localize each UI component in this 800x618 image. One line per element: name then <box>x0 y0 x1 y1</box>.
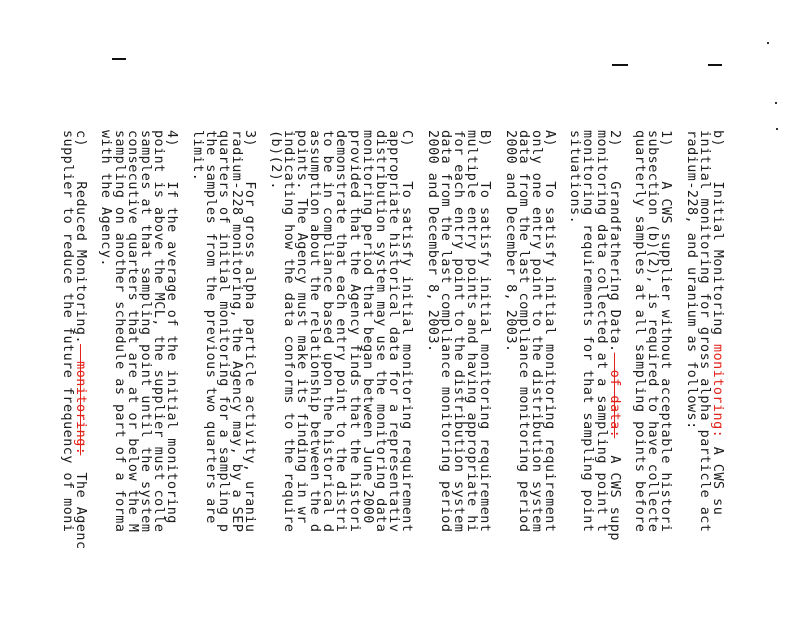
text-line <box>503 130 516 618</box>
text-segment: assumption about the relationship between the d <box>307 130 323 533</box>
text-segment: B) To satisfy initial monitoring requirement <box>477 130 493 533</box>
text-line <box>608 130 621 618</box>
text-segment: situations. <box>567 130 583 225</box>
text-segment: to be in compliance based upon the historical d <box>320 130 336 533</box>
text-line <box>646 130 659 618</box>
paragraph-p6 <box>268 130 413 618</box>
text-segment: radium-228 monitoring, the Agency may, by a SEP <box>229 130 245 533</box>
text-segment: samples at that sampling point until the system <box>138 130 154 533</box>
text-line <box>387 130 400 618</box>
text-segment: points. The Agency must make its finding in wr <box>293 130 309 524</box>
text-segment: data from the last compliance monitoring period <box>515 130 531 533</box>
text-segment: the samples from the previous two quarters are <box>202 130 218 524</box>
text-segment: A CWS su <box>710 438 725 516</box>
text-segment: only one entry point to the distribution system <box>528 130 544 533</box>
text-line <box>348 130 361 618</box>
text-segment: for each entry point to the distribution system <box>451 130 466 533</box>
text-line <box>400 130 413 618</box>
text-line <box>190 130 203 618</box>
text-segment: 2000 and December 8, 2003. <box>424 130 440 353</box>
text-line <box>374 130 387 618</box>
paragraph-p4 <box>503 130 556 618</box>
text-line <box>568 130 581 618</box>
text-segment: (b)(2). <box>267 130 283 190</box>
rotated-document-body <box>60 130 725 618</box>
redline-insertion: monitoring: <box>710 335 725 439</box>
text-line <box>217 130 230 618</box>
text-line <box>268 130 281 618</box>
scan-mark-middle <box>612 64 628 66</box>
paragraph-p5 <box>425 130 491 618</box>
text-line <box>517 130 530 618</box>
text-line <box>308 130 321 618</box>
scan-mark-left <box>112 58 126 60</box>
text-segment: initial monitoring for gross alpha particle act <box>696 130 712 533</box>
text-line <box>61 130 74 618</box>
scan-speck <box>775 102 777 104</box>
text-segment: appropriate historical data for a representativ <box>386 130 402 533</box>
scan-speck <box>776 128 778 130</box>
text-segment: c) Reduced Monitoring. <box>73 130 89 345</box>
text-line <box>633 130 646 618</box>
text-line <box>295 130 308 618</box>
text-line <box>595 130 608 618</box>
text-line <box>74 130 87 618</box>
paragraph-p9 <box>61 130 87 618</box>
text-segment: monitoring data collected at a sampling point t <box>593 130 609 533</box>
text-segment: indicating how the data conforms to the require <box>280 130 296 533</box>
text-segment: 2000 and December 8, 2003. <box>502 130 518 353</box>
text-line <box>465 130 478 618</box>
text-segment: A CWS supp <box>606 438 622 541</box>
text-segment: limit. <box>189 130 205 182</box>
text-segment: consecutive quarters that are at or below the M <box>124 130 140 533</box>
text-segment: radium-228, and uranium as follows: <box>683 130 699 430</box>
text-line <box>165 130 178 618</box>
text-segment: multiple entry points and having appropriate hi <box>464 130 480 533</box>
paragraph-p8 <box>99 130 178 618</box>
text-line <box>243 130 256 618</box>
text-segment: quarters of initial monitoring for a sampling p <box>216 130 231 533</box>
text-segment: C) To satisfy initial monitoring requirement <box>399 130 415 533</box>
text-line <box>698 130 711 618</box>
scan-speck <box>767 42 769 44</box>
text-line <box>684 130 697 618</box>
redline-insertion: of data: <box>606 352 622 439</box>
text-line <box>99 130 112 618</box>
paragraph-p7 <box>190 130 256 618</box>
text-line <box>478 130 491 618</box>
text-line <box>321 130 334 618</box>
text-line <box>439 130 452 618</box>
text-line <box>711 130 724 618</box>
text-line <box>425 130 438 618</box>
text-segment: distribution system may use the monitoring data <box>373 130 389 533</box>
text-segment: demonstrate that each entry point to the distri <box>333 130 349 533</box>
text-segment: monitoring period that began between June 2000 <box>359 130 375 524</box>
redline-insertion: monitoring: <box>73 344 89 456</box>
text-segment: 1) A CWS supplier without acceptable histori <box>658 130 674 533</box>
text-segment: 2) Grandfathering Data. <box>606 130 622 353</box>
text-segment: 4) If the average of the initial monitoring <box>164 130 180 524</box>
text-line <box>230 130 243 618</box>
text-segment: quarterly samples at all sampling points before <box>632 130 648 533</box>
text-segment: sampling on another schedule as part of a forma <box>111 130 127 533</box>
text-line <box>139 130 152 618</box>
text-segment: supplier to reduce the future frequency of moni <box>60 130 76 533</box>
text-segment: subsection (b)(2), is required to have collecte <box>645 130 661 533</box>
text-segment: b) Initial Monitoring <box>710 130 725 336</box>
paragraph-p1 <box>684 130 724 618</box>
text-line <box>581 130 594 618</box>
text-line <box>113 130 126 618</box>
text-line <box>334 130 347 618</box>
text-line <box>152 130 165 618</box>
text-segment: data from the last compliance monitoring period <box>437 130 453 533</box>
text-line <box>204 130 217 618</box>
text-segment: The Agenc <box>73 455 89 550</box>
text-line <box>361 130 374 618</box>
scan-mark-right <box>708 64 722 66</box>
text-segment: monitoring requirements for that sampling point <box>580 130 596 533</box>
text-line <box>126 130 139 618</box>
text-line <box>530 130 543 618</box>
text-line <box>543 130 556 618</box>
text-segment: A) To satisfy initial monitoring requirement <box>542 130 558 533</box>
text-segment: point is above the MCL, the supplier must colle <box>151 130 167 533</box>
text-segment: with the Agency. <box>98 130 114 267</box>
text-line <box>282 130 295 618</box>
paragraph-p2 <box>633 130 673 618</box>
paragraph-p3 <box>568 130 621 618</box>
text-line <box>659 130 672 618</box>
text-line <box>452 130 465 618</box>
text-segment: provided that the Agency finds that the histori <box>346 130 362 533</box>
text-segment: 3) For gross alpha particle activity, uraniu <box>242 130 258 533</box>
